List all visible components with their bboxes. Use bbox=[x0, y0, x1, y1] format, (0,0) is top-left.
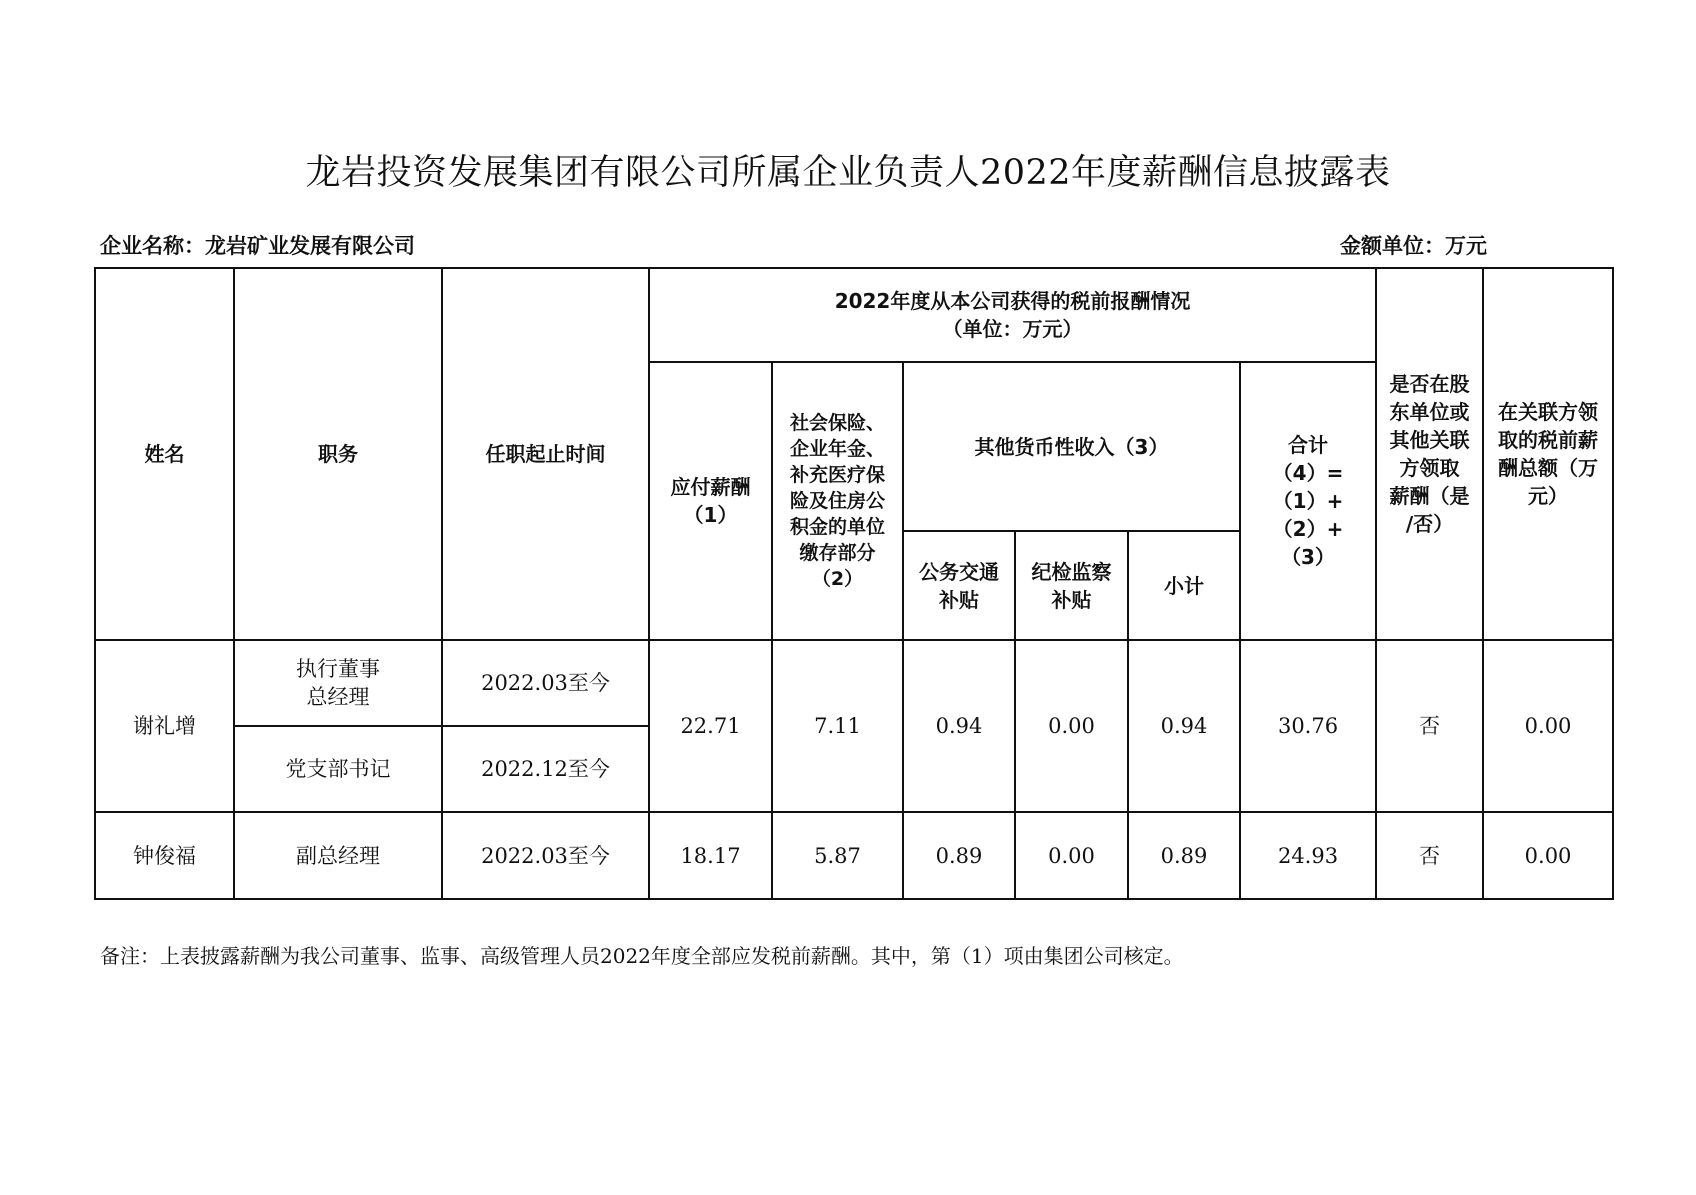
cell-related: 0.00 bbox=[1483, 640, 1613, 812]
header-row-1 bbox=[95, 268, 1613, 362]
cell-discipline: 0.00 bbox=[1015, 812, 1128, 899]
amount-unit: 金额单位：万元 bbox=[1340, 234, 1487, 258]
cell-insurance: 7.11 bbox=[772, 640, 903, 812]
header-term: 任职起止时间 bbox=[442, 268, 649, 640]
cell-term: 2022.03至今 bbox=[442, 812, 649, 899]
cell-related: 0.00 bbox=[1483, 812, 1613, 899]
cell-total: 24.93 bbox=[1240, 812, 1376, 899]
header-insurance: 社会保险、 企业年金、 补充医疗保 险及住房公 积金的单位 缴存部分 （2） bbox=[772, 362, 903, 640]
header-pretax-group: 2022年度从本公司获得的税前报酬情况 （单位：万元） bbox=[649, 268, 1376, 362]
cell-insurance: 5.87 bbox=[772, 812, 903, 899]
cell-subtotal: 0.89 bbox=[1128, 812, 1240, 899]
cell-position: 副总经理 bbox=[234, 812, 442, 899]
header-subtotal: 小计 bbox=[1128, 531, 1240, 640]
header-salary: 应付薪酬 （1） bbox=[649, 362, 772, 640]
cell-transport: 0.94 bbox=[903, 640, 1015, 812]
page-title: 龙岩投资发展集团有限公司所属企业负责人2022年度薪酬信息披露表 bbox=[305, 153, 1391, 193]
cell-shareholder: 否 bbox=[1376, 812, 1483, 899]
cell-subtotal: 0.94 bbox=[1128, 640, 1240, 812]
cell-name: 谢礼增 bbox=[95, 640, 234, 812]
cell-salary: 18.17 bbox=[649, 812, 772, 899]
cell-total: 30.76 bbox=[1240, 640, 1376, 812]
header-related: 在关联方领 取的税前薪 酬总额（万 元） bbox=[1483, 268, 1613, 640]
cell-discipline: 0.00 bbox=[1015, 640, 1128, 812]
cell-term: 2022.12至今 bbox=[442, 726, 649, 812]
header-other-income: 其他货币性收入（3） bbox=[903, 362, 1240, 531]
header-total: 合计 （4）= （1）+ （2）+ （3） bbox=[1240, 362, 1376, 640]
header-transport: 公务交通 补贴 bbox=[903, 531, 1015, 640]
cell-transport: 0.89 bbox=[903, 812, 1015, 899]
footnote: 备注：上表披露薪酬为我公司董事、监事、高级管理人员2022年度全部应发税前薪酬。其中，第（1）项由集团公司核定。 bbox=[100, 944, 1184, 968]
table-row bbox=[95, 812, 1613, 899]
cell-salary: 22.71 bbox=[649, 640, 772, 812]
cell-shareholder: 否 bbox=[1376, 640, 1483, 812]
salary-table bbox=[94, 267, 1614, 900]
cell-name: 钟俊福 bbox=[95, 812, 234, 899]
cell-position: 执行董事 总经理 bbox=[234, 640, 442, 726]
cell-term: 2022.03至今 bbox=[442, 640, 649, 726]
header-discipline: 纪检监察 补贴 bbox=[1015, 531, 1128, 640]
cell-position: 党支部书记 bbox=[234, 726, 442, 812]
company-name: 企业名称：龙岩矿业发展有限公司 bbox=[100, 234, 415, 258]
header-position: 职务 bbox=[234, 268, 442, 640]
header-name: 姓名 bbox=[95, 268, 234, 640]
header-shareholder: 是否在股 东单位或 其他关联 方领取 薪酬（是 /否） bbox=[1376, 268, 1483, 640]
table-row bbox=[95, 640, 1613, 726]
